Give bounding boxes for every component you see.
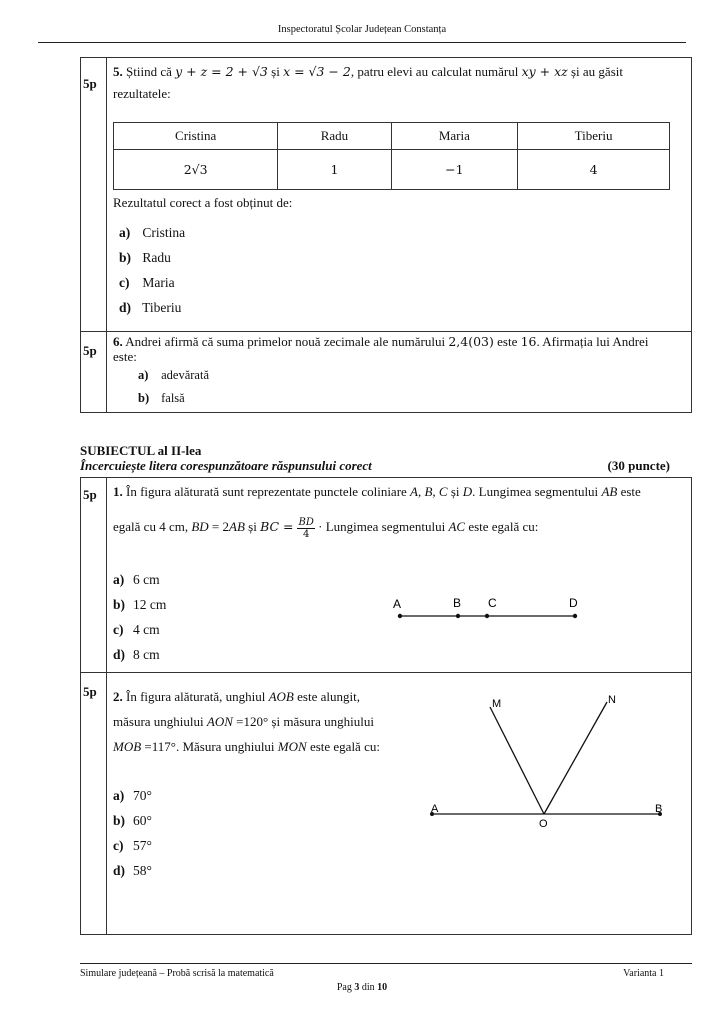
question-6-text: [113, 334, 683, 364]
s2q2-option-c[interactable]: [113, 838, 152, 854]
page-current: 3: [354, 982, 360, 993]
q5-text-b: și: [267, 64, 284, 79]
ray-om: [490, 707, 544, 814]
option-text: Cristina: [142, 225, 186, 240]
footer-right: Varianta 1: [623, 968, 664, 979]
page-mid: din: [359, 982, 378, 993]
option-text: Radu: [142, 250, 171, 265]
option-text: 8 cm: [133, 647, 160, 662]
s2q1-option-b[interactable]: [113, 597, 166, 613]
q5-expr-target: xy + xz: [521, 64, 568, 79]
page-total: 10: [377, 982, 388, 993]
s2q1-seg-ac: AC: [448, 519, 466, 534]
option-text: 12 cm: [133, 597, 167, 612]
question-5-number: 5.: [113, 64, 123, 79]
header-rule: [38, 42, 686, 43]
label-c: C: [488, 596, 497, 610]
section-instruction: Încercuiește litera corespunzătoare răspunsului corect: [80, 458, 372, 473]
option-letter: b): [138, 391, 150, 405]
q6-option-a[interactable]: [138, 368, 209, 383]
s2q1-number: 1.: [113, 484, 123, 499]
q5-option-b[interactable]: [119, 250, 171, 266]
s2q2-line1-a: În figura alăturată, unghiul: [122, 689, 269, 704]
q6-option-b[interactable]: [138, 391, 185, 406]
option-text: 60°: [133, 813, 152, 828]
s2q2-line3-b: =117°. Măsura unghiului: [141, 739, 278, 754]
question-6-number: 6.: [113, 334, 123, 349]
option-text: 57°: [133, 838, 152, 853]
option-text: 70°: [133, 788, 152, 803]
s2q1-text-d: este: [617, 484, 641, 499]
option-letter: c): [113, 838, 124, 853]
q5-option-d[interactable]: [119, 300, 181, 316]
label-d: D: [569, 596, 578, 610]
s2q1-text-f: = 2: [208, 519, 230, 534]
option-letter: a): [113, 572, 125, 587]
page-number: [0, 982, 724, 993]
label-n: N: [608, 694, 616, 706]
q6-text-c: . Afirmația lui Andrei: [536, 334, 649, 349]
label-b: B: [655, 803, 663, 815]
s2q2-line2-a: măsura unghiului: [113, 714, 207, 729]
table-value-tiberiu: 4: [518, 150, 670, 190]
fraction-bd-over-4: [297, 517, 314, 540]
points-column-divider: [106, 331, 107, 413]
label-o: O: [539, 818, 548, 830]
angle-figure: [420, 685, 680, 835]
point-d-dot: [573, 614, 577, 618]
option-text: falsă: [161, 391, 185, 405]
s2q1-text-i: este egală cu:: [465, 519, 539, 534]
option-text: adevărată: [161, 368, 210, 382]
s2q1-text-h: · Lungimea segmentului: [314, 519, 449, 534]
s2q1-text-b: și: [447, 484, 463, 499]
table-value-maria: −1: [391, 150, 518, 190]
option-letter: b): [113, 813, 126, 828]
s2q1-text-a: În figura alăturată sunt reprezentate punctele coliniare: [122, 484, 411, 499]
s2q1-text-c: . Lungimea segmentului: [472, 484, 602, 499]
option-text: 6 cm: [133, 572, 160, 587]
q5-text-a: Știind că: [126, 64, 176, 79]
footer-left: Simulare județeană – Probă scrisă la matematică: [80, 968, 274, 979]
point-b-dot: [456, 614, 460, 618]
fraction-denominator: 4: [302, 528, 310, 540]
option-letter: b): [119, 250, 132, 265]
s2q2-number: 2.: [113, 689, 123, 704]
page-header: Inspectoratul Școlar Județean Constanța: [277, 24, 447, 35]
q6-text-d: este:: [113, 349, 137, 364]
s2q2-line3-d: este egală cu:: [306, 739, 380, 754]
q5-option-a[interactable]: [119, 225, 185, 241]
s2q1-seg-ab: AB: [601, 484, 618, 499]
question-6-points: 5p: [83, 343, 97, 358]
question-5-prompt: Rezultatul corect a fost obținut de:: [113, 195, 293, 210]
question-5-points: 5p: [83, 76, 97, 91]
option-letter: c): [113, 622, 124, 637]
s2-question-2-points: 5p: [83, 684, 97, 699]
s2q1-expr-bc: BC =: [260, 519, 298, 534]
s2-question-1-points: 5p: [83, 487, 97, 502]
label-m: M: [492, 698, 502, 710]
option-letter: a): [119, 225, 131, 240]
table-value-radu: 1: [278, 150, 391, 190]
q5-text-d: și au găsit: [567, 64, 623, 79]
s2q1-point-d: D: [462, 484, 473, 499]
q5-expr-x: x = √3 − 2: [283, 64, 351, 79]
point-a-dot: [398, 614, 402, 618]
s2q1-expr-bd: BD: [191, 519, 209, 534]
s2q1-points-list: A, B, C: [410, 484, 448, 499]
q6-expr-number: 2,4(03): [448, 334, 494, 349]
option-text: 58°: [133, 863, 152, 878]
s2q1-option-d[interactable]: [113, 647, 160, 663]
s2q2-option-a[interactable]: [113, 788, 152, 804]
s2-question-1-box: [80, 477, 692, 673]
s2q1-text-e: egală cu 4 cm,: [113, 519, 192, 534]
table-header-cristina: Cristina: [114, 123, 278, 150]
collinear-points-figure: [380, 590, 600, 630]
option-text: Maria: [142, 275, 175, 290]
option-letter: c): [119, 275, 130, 290]
results-table: [113, 122, 670, 190]
s2q1-expr-ab2: AB: [229, 519, 245, 534]
s2q2-line3-a: MOB: [113, 739, 142, 754]
label-b: B: [453, 596, 462, 610]
label-a: A: [393, 597, 402, 611]
footer-rule: [80, 963, 692, 964]
table-header-maria: Maria: [391, 123, 518, 150]
q6-text-b: este: [493, 334, 521, 349]
s2q2-option-d[interactable]: [113, 863, 152, 879]
option-text: Tiberiu: [142, 300, 182, 315]
s2-question-1-line1: [113, 481, 683, 503]
q5-option-c[interactable]: [119, 275, 175, 291]
q6-expr-sum: 16: [520, 334, 537, 349]
section-total-points: (30 puncte): [607, 458, 670, 473]
s2q2-line3-c: MON: [277, 739, 307, 754]
page-prefix: Pag: [336, 982, 355, 993]
table-header-radu: Radu: [278, 123, 391, 150]
s2q1-option-a[interactable]: [113, 572, 160, 588]
option-letter: d): [113, 647, 126, 662]
fraction-numerator: BD: [298, 516, 314, 528]
s2-question-2-text: [113, 684, 413, 759]
points-column-divider: [106, 57, 107, 332]
option-letter: d): [119, 300, 132, 315]
section-title: SUBIECTUL al II-lea: [80, 443, 202, 458]
q5-text-c: , patru elevi au calculat numărul: [350, 64, 522, 79]
q5-text-e: rezultatele:: [113, 86, 171, 101]
s2-question-1-line2: [113, 512, 683, 542]
s2q2-line2-c: =120° și măsura unghiului: [232, 714, 374, 729]
s2q2-line2-b: AON: [206, 714, 233, 729]
s2q2-option-b[interactable]: [113, 813, 152, 829]
option-text: 4 cm: [133, 622, 160, 637]
table-header-tiberiu: Tiberiu: [518, 123, 670, 150]
q6-text-a: Andrei afirmă că suma primelor nouă zecimale ale numărului: [122, 334, 449, 349]
s2q1-option-c[interactable]: [113, 622, 160, 638]
option-letter: d): [113, 863, 126, 878]
option-letter: a): [113, 788, 125, 803]
s2q1-text-g: și: [244, 519, 261, 534]
option-letter: a): [138, 368, 149, 382]
s2q2-line1-b: AOB: [268, 689, 294, 704]
label-a: A: [431, 803, 439, 815]
option-letter: b): [113, 597, 126, 612]
table-value-cristina: 2√3: [114, 150, 278, 190]
question-5-text: [113, 61, 683, 105]
s2q2-line1-c: este alungit,: [293, 689, 360, 704]
point-c-dot: [485, 614, 489, 618]
q5-expr-yz: y + z = 2 + √3: [175, 64, 268, 79]
ray-on: [544, 702, 607, 814]
